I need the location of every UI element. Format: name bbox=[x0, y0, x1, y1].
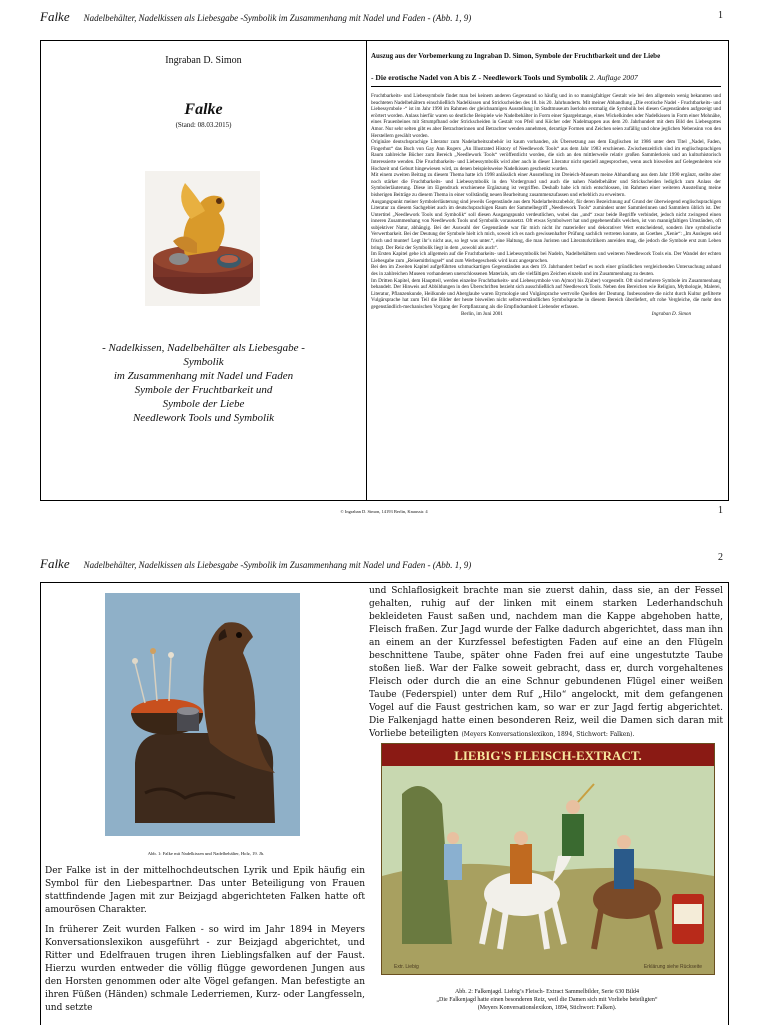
card-corner-right: Erklärung siehe Rückseite bbox=[643, 964, 702, 970]
foreword-paragraph: Im Ersten Kapitel gehe ich allgemein auf die Fruchtbarkeits- und Liebessymbolik bei Nadeln, Nadelbehältern und weiteren Needlework Tools ein. Der Wandel der echten Liebesgabe zum „Reisemitbringsel“ und zum Werbegeschenk wird kurz angesprochen. bbox=[371, 251, 721, 264]
title-panel bbox=[41, 41, 367, 500]
book-subtitle bbox=[371, 73, 721, 87]
document-title: Falke bbox=[184, 101, 223, 118]
left-column-text bbox=[45, 865, 365, 1025]
figure1-caption: Abb. 1: Falke mit Nadelkissen und Nadelbehälter, Holz, 19. Jh. bbox=[147, 851, 265, 856]
foreword-body bbox=[371, 93, 721, 493]
foreword-paragraph: Mit einem zweiten Beitrag zu diesem Thema hatte ich 1998 anlässlich einer Ausstellung im Dreieich-Museum meine Abhandlung aus dem Jahr 1990 ergänzt, stellte aber noch stärker die Fruchtbarkeits- und Liebessymbolik in den Vordergrund und auch die nahen Nadelbehälter und Strickscheiden lediglich zum Anlass der Symbolerläuterung. Diese im Eigendruck erschienene Ergänzung ist vergriffen. Deshalb habe ich mich entschlossen, im Rahmen einer weiteren Ausstellung meine bisherigen Beiträge zu diesem Thema in einer vollständig neuen Bearbeitung zusammenzufassen und erheblich zu erweitern. bbox=[371, 172, 721, 198]
copyright-footer: © Ingraban D. Simon, 14193 Berlin, Knausstr. 4 bbox=[340, 509, 428, 514]
foreword-paragraph: Bei den im Zweiten Kapitel aufgeführten schmuckartigen Gegenständen aus dem 19. Jahrhundert bedarf es noch einer gründlichen vergleichenden Untersuchung anhand des in zahlreichen Museen vorhandenen unerschlossenen Materials, um die vielfältigen Zeichen einzeln und im Zusammenhang zu deuten. bbox=[371, 264, 721, 278]
falcon-figurine-image bbox=[145, 171, 260, 306]
header-brand: Falke bbox=[40, 9, 70, 24]
left-title-line: im Zusammenhang mit Nadel und Faden bbox=[113, 370, 294, 382]
foreword-paragraph: Im Dritten Kapitel, dem Hauptteil, werden einzelne Fruchtbarkeits- und Liebessymbole von A(mor) bis Z(uber) vorgestellt. Oft sind mehrere Symbole im Zusammenhang behandelt. Der Hinweis auf Abbildungen in den Überschriften bezieht sich ausschließlich auf Needlework Tools. Neben den Bereichen wie Religion, Mythologie, Malerei, Literatur, Pflanzenkunde, Heilkunde und Aberglaube waren Etymologie und Vulgärsprache wertvolle Quellen der Deutung. Insbesondere die nicht durch Kultur gefilterte Vulgärsprache hat zum Teil die Bilder der heute bisweilen nicht selbstverständlichen Symbolsprache in diesem Bereich überliefert, oft rohe Vergleiche, die mehr den gegenständlich-mechanischen Vorgang der Fortpflanzung als die Empfindsamkeit Liebender erfassen. bbox=[371, 277, 721, 310]
foreword-paragraph: Fruchtbarkeits- und Liebessymbole findet man bei keinem anderen Gegenstand so häufig und in so mannigfaltiger Gestalt wie bei den allgemein wenig bekannten und beachteten Nadelbehältern einschließlich Nadelkissen und Strickscheiden des 18. bis 20. Jahrhunderts. Mit meiner Abhandlung „Die erotische Nadel - Fruchtbarkeits- und Liebessymbole -“ ist im Jahr 1990 im Rahmen der gleichnamigen Ausstellung im Stadtmuseum Iserlohn erstmalig die Symbolik bei diesen Gegenständen aufgezeigt und erörtert worden. Anlass hierfür waren so deutliche Beispiele wie Nadelbehälter in Form einer Spargelstange, eines Wickelkindes oder Nadelkissen in Form einer Mohnähe, eines Frauenbeines mit Strumpfband oder Strickscheiden in Gestalt von Pfeil und Köcher oder Nadelmappen aus dem 20. Jahrhundert mit dem Bild des Liebesgottes Amor. Nur sehr selten gibt es aber Betrachterinnen und Betrachter wenden annehmen, derartige Formen und Zeichen seien zufällig und ohne jeglichen Nebensinn von den Herstellern gewählt worden. bbox=[371, 93, 721, 139]
left-title-line: - Nadelkissen, Nadelbehälter als Liebesgabe - bbox=[102, 342, 305, 354]
caption-line: Abb. 2: Falkenjagd. Liebig’s Fleisch- Extract Sammelbilder, Serie 630 Bild4 bbox=[454, 989, 640, 995]
page1-header bbox=[40, 8, 728, 28]
page2-frame bbox=[40, 582, 729, 1025]
header-brand: Falke bbox=[40, 556, 70, 571]
left-title-line: Symbole der Liebe bbox=[162, 398, 245, 410]
author-name: Ingraban D. Simon bbox=[165, 55, 242, 66]
edition-note: 2. Auflage 2007 bbox=[589, 73, 638, 82]
caption-line: (Meyers Konversationslexikon, 1894, Stichwort: Falken). bbox=[477, 1005, 617, 1011]
left-title-block bbox=[61, 341, 346, 425]
body-paragraph: und Schlaflosigkeit brachte man sie zuerst dahin, dass sie, an der Fessel gehalten, ruhig auf der linken mit einem starken Lederhandschuh bekleideten Faust saßen und, nachdem man die Kappe abgehoben hatte, Fleisch fraßen. Zur Jagd wurde der Falke dadurch abgerichtet, dass man ihn an einem an der Kurzfessel befestigten Faden auf eine an den Flügeln beschnittene Taube, später ohne Faden frei auf eine ungestutzte Taube stoßen ließ. War der Falke soweit gebracht, dass er, durch vorgehaltenes Fleisch oder durch die an eine Schnur gebundenen Flügel einer weißen Taube (Federspiel) unter dem Ruf „Hilo“ angelockt, mit dem gefangenen Vogel auf die Faust gestrichen kam, so war er zur Jagd fertig abgerichtet. Die Falkenjagd hatte einen besonderen Reiz, weil die Damen sich daran mit Vorliebe beteiligten bbox=[369, 586, 723, 739]
place-date: Berlin, im Juni 2001 bbox=[461, 310, 503, 317]
signature: Ingraban D. Simon bbox=[651, 310, 691, 317]
left-title-line: Symbole der Fruchtbarkeit und bbox=[134, 384, 273, 396]
page1-frame bbox=[40, 40, 729, 501]
page-number: 1 bbox=[718, 10, 723, 21]
left-title-line: Needlework Tools und Symbolik bbox=[132, 412, 275, 424]
stand-date: (Stand: 08.03.2015) bbox=[175, 121, 232, 129]
header-subtitle: Nadelbehälter, Nadelkissen als Liebesgabe -Symbolik im Zusammenhang mit Nadel und Faden - (Abb. 1, 9) bbox=[83, 560, 472, 570]
foreword-paragraph: Originäre deutschsprachige Literatur zum Nadelarbeitszubehör ist kaum vorhanden, als Übersetzung aus dem Englischen ist 1986 unter dem Titel „Nadel, Faden, Fingerhut“ das Buch von Gay Ann Rogers „An Illustrated History of Needlework Tools“ aus dem Jahr 1983 erschienen. Zwischenzeitlich sind im englischsprachigen Raum zahlreiche Bücher zum Bereich „Needlework Tools“ veröffentlicht worden, die sich an den mittlerweile relativ großen Sammlerkreis und an kulturhistorisch Interessierte wenden. Die Fruchtbarkeits- und Liebessymbolik wird aber auch in dieser Literatur nicht speziell angesprochen, wenn auch bisweilen auf Gelegenheiten wie Hochzeit und Geburt hingewiesen wird, zu denen beispielsweise Nadelkissen geschenkt wurden. bbox=[371, 139, 721, 172]
right-column-text bbox=[369, 585, 723, 740]
figure2-caption bbox=[381, 988, 713, 1012]
body-paragraph: Der Falke ist in der mittelhochdeutschen Lyrik und Epik häufig ein Symbol für den Liebespartner. Das unter Beteiligung von Frauen stattfindende Jagen mit zur Beizjagd abgerichteten Falken hatte oft amourösen Charakter. bbox=[45, 866, 365, 915]
liebig-trade-card-image bbox=[381, 743, 715, 975]
page-number: 2 bbox=[718, 552, 723, 563]
card-corner-left: Extr. Liebig bbox=[394, 964, 419, 970]
body-paragraph: In früherer Zeit wurden Falken - so wird im Jahr 1894 in Meyers Konversationslexikon ausgeführt - zur Beizjagd abgerichtet, und Ritter und Edelfrauen trugen ihren Lieblingsfalken auf der Faust. Hierzu wurden entweder die völlig flügge gewordenen Jungen aus den Horsten genommen oder alte Vögel gefangen. Man befestigte an ihren Füßen (Händen) schmale Lederriemen, Kurz- oder Langfesseln, und setzte bbox=[45, 925, 365, 1013]
carved-falcon-photo bbox=[105, 593, 300, 836]
card-banner: LIEBIG'S FLEISCH-EXTRACT. bbox=[454, 748, 642, 763]
book-subtitle-text: - Die erotische Nadel von A bis Z - Needlework Tools und Symbolik bbox=[371, 73, 588, 82]
header-subtitle: Nadelbehälter, Nadelkissen als Liebesgabe -Symbolik im Zusammenhang mit Nadel und Faden - (Abb. 1, 9) bbox=[83, 13, 472, 23]
caption-line: „Die Falkenjagd hatte einen besonderen Reiz, weil die Damen sich mit Vorliebe beteiligten“ bbox=[436, 997, 658, 1003]
foreword-panel bbox=[367, 41, 728, 500]
source-citation: (Meyers Konversationslexikon, 1894, Stichwort: Falken). bbox=[461, 731, 635, 738]
signature-line bbox=[371, 311, 721, 318]
foreword-paragraph: Ausgangspunkt meiner Symbolerläuterung sind jeweils Gegenstände aus dem Nadelarbeitszubehör, für deren Bezeichnung auf Grund der überwiegend englischsprachigen Literatur zu diesem Sachgebiet auch im deutschsprachigen Raum der Sammelbegriff „Needlework Tools“ zumindest unter Sammlerinnen und Sammlern üblich ist. Der Untertitel „Needlework Tools und Symbolik“ soll diesen Ausgangspunkt verdeutlichen, wobei das „und“ zwar beide Begriffe verbindet, jedoch nicht zwingend einen inneren Zusammenhang von Needlework Tools und Symbolik voraussetzt. Oft etwas Symbolwert hat und gegebenenfalls welchen, ist von mannigfaltigen Umständen, oft subjektiver Natur, abhängig. Bei der Auswahl der Gegenstände war für mich nicht ihr materieller und dekorativer Wert entscheidend, sondern ihre symbolische Verwertbarkeit. Bei der Deutung der Symbole hielt ich mich, soweit ich es nach gewissenhafter Prüfung sachlich vertreten konnte, an Goethes „Xenie“: „Im Auslegen seid frisch und munter! Legt ihr’s nicht aus, so legt was unter.“, eine Haltung, die man Juristen und Literaturkritikern anreiden mag, die jedoch die Symbole erst zum Leben bringt. Der Reiz der Symbolik liegt in dem „sowohl als auch“. bbox=[371, 198, 721, 251]
page2-header bbox=[40, 555, 728, 575]
page-number-bottom: 1 bbox=[718, 505, 723, 516]
left-title-line: Symbolik bbox=[183, 356, 224, 368]
excerpt-heading: Auszug aus der Vorbemerkung zu Ingraban D. Simon, Symbole der Fruchtbarkeit und der Liebe bbox=[371, 52, 661, 60]
